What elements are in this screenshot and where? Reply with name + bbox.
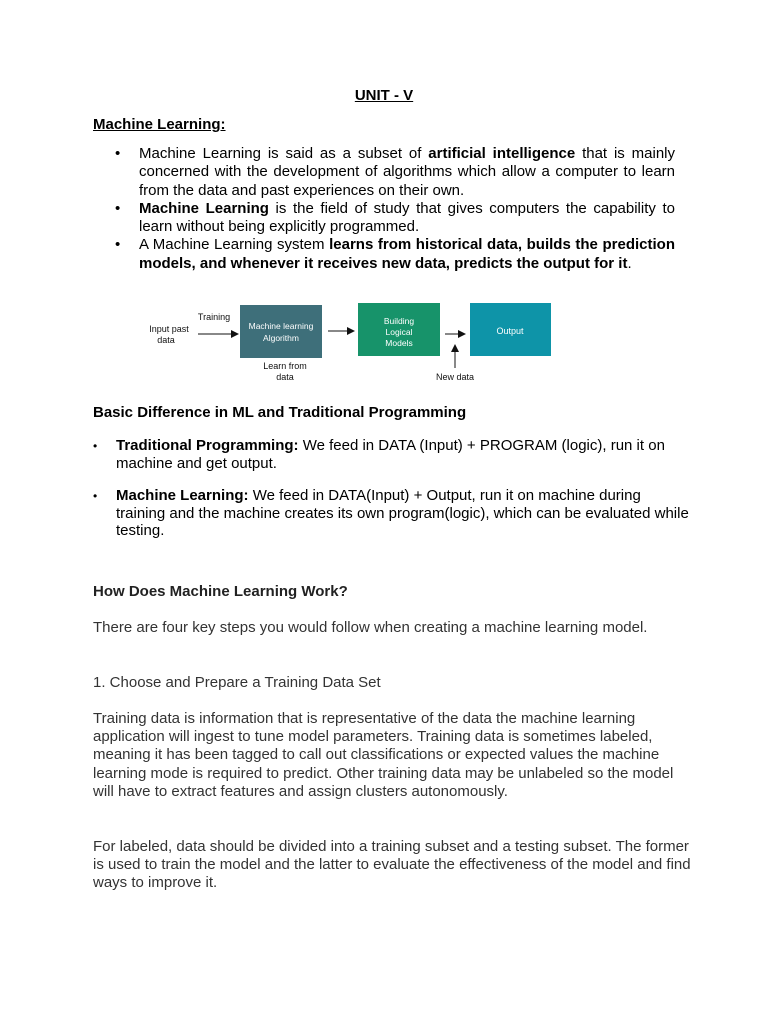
unit-title: UNIT - V [354,87,414,104]
ml-bullet-item [93,236,675,273]
algorithm-box-line2: Algorithm [263,333,299,343]
bullet-text: that is mainly concerned with the development of algorithms which allow a computer to learn from the data and past experiences on their own. [139,145,676,199]
ml-bullet-item [93,145,675,200]
input-label-line1: Input past [149,324,189,334]
bullet-text: is the field of study that gives computers the capability to learn without being explicitly programmed. [139,199,675,236]
difference-bullet-list [93,437,693,540]
labeled-data-paragraph: For labeled, data should be divided into a training subset and a testing subset. The former is used to train the model and the latter to evaluate the effectiveness of the model and find ways to improve it. [93,838,691,892]
bullet-text: We feed in DATA (Input) + PROGRAM (logic), run it on machine and get output. [116,437,665,472]
bullet-text: A Machine Learning system [139,236,330,254]
bullet-text: . [627,254,632,272]
output-box-label: Output [496,326,524,336]
step1-heading: 1. Choose and Prepare a Training Data Set [93,674,381,691]
how-ml-works-heading: How Does Machine Learning Work? [93,583,348,600]
bullet-bold-text: learns from historical data, builds the prediction models, and whenever it receives new data, predicts the output for it [139,236,675,272]
models-box-line2: Logical [385,327,413,337]
training-data-paragraph: Training data is information that is representative of the data the machine learning application will ingest to tune model parameters. Training data is sometimes labeled, meaning it has been tagged to call out classifications or expected values the machine learning mode is required to predict. Other training data may be unlabeled so the model will have to extract features and assign clusters autonomously. [93,710,674,800]
learn-label-line2: data [276,372,294,382]
new-data-label: New data [435,372,475,382]
algorithm-box [240,305,322,358]
input-label-line2: data [157,335,175,345]
machine-learning-heading: Machine Learning: [93,116,226,133]
models-box-line1: Building [383,316,415,326]
difference-bullet-item [93,487,693,540]
bullet-text: We feed in DATA(Input) + Output, run it on machine during training and the machine creates its own program(logic), which can be evaluated while testing. [116,487,689,539]
bullet-bold-text: Machine Learning [139,199,269,217]
models-box-line3: Models [385,338,413,348]
bullet-bold-text: artificial intelligence [428,145,576,162]
intro-paragraph: There are four key steps you would follow when creating a machine learning model. [93,619,648,636]
ml-bullet-item [93,200,675,237]
bullet-text: Machine Learning is said as a subset of [139,145,429,162]
algorithm-box-line1: Machine learning [248,321,314,331]
ml-process-diagram [140,298,560,390]
bullet-bold-text: Machine Learning: [116,487,249,504]
training-label: Training [197,312,231,322]
difference-heading: Basic Difference in ML and Traditional Programming [93,404,467,421]
difference-bullet-item [93,437,693,472]
learn-label-line1: Learn from [263,361,307,371]
ml-bullet-list [93,145,675,273]
bullet-bold-text: Traditional Programming: [116,437,299,454]
